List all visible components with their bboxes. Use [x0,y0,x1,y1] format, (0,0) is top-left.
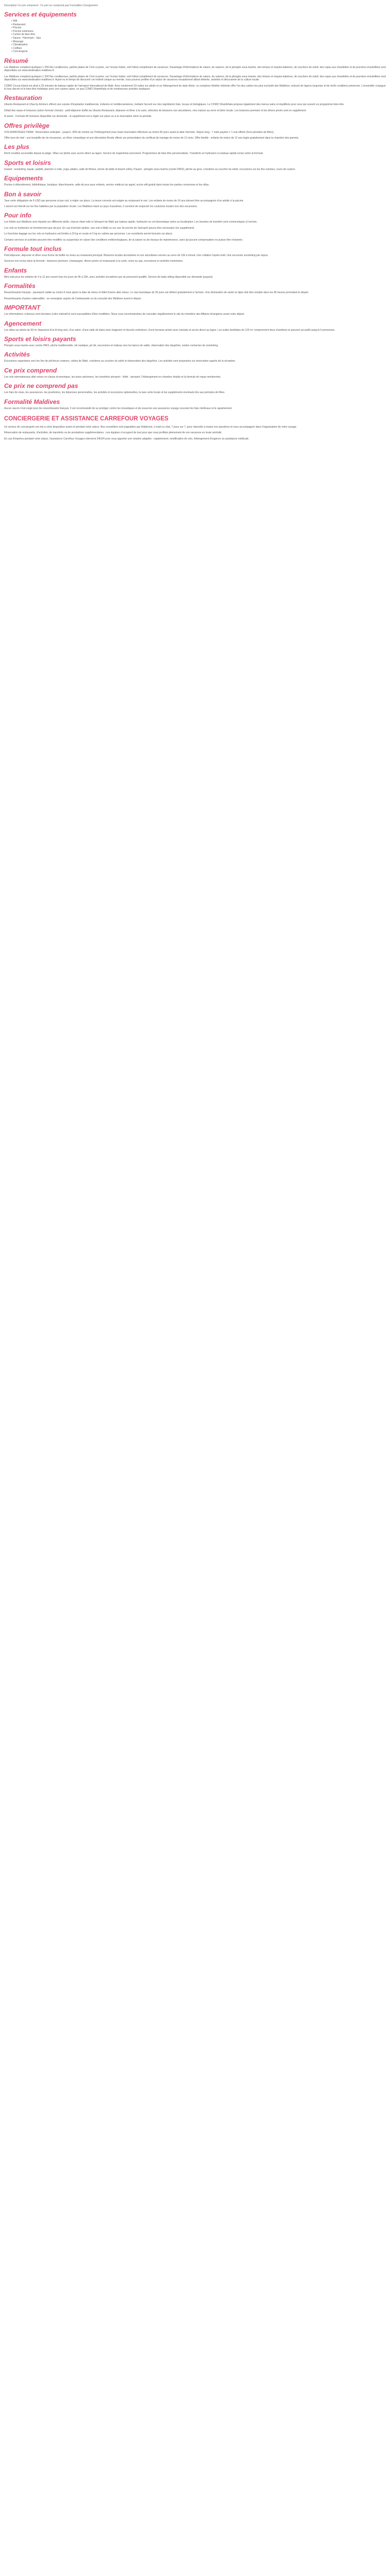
section-title: Activités [4,351,30,359]
paragraph: Plongée sous-marine avec centre PADI, pêche traditionnelle, ski nautique, jet ski, excursions en bateau vers les bancs de sable, observation des dauphins, sorties nocturnes de snorkeling. [4,344,219,347]
section-title: Offres privilège [4,122,50,129]
paragraph: Excursions organisées vers les îles de pêcheurs voisines, visites de Malé, croisières au coucher du soleil et observation des dauphins. Les activités sont proposées sur réservation auprès de la réception. [4,360,236,363]
paragraph: Les villas sur pilotis de 60 m² disposent d'un lit king size, d'un salon, d'une salle de bains avec baignoire et douche extérieure, d'une terrasse privée avec transats et accès direct au lagon. Les suites familiales de 120 m² comprennent deux chambres et peuvent accueillir jusqu'à 4 personnes. [4,328,335,332]
section-title: Ce prix comprend [4,366,57,374]
paragraph: Les hôtels aux Maldives sont répartis sur différents atolls, chacun étant relié à l'aéroport de Malé par bateau rapide, hydravion ou vol domestique selon sa localisation. Les horaires de transfert sont communiqués à l'arrivée. [4,221,257,224]
footer-paragraph: Un service de conciergerie est mis à votre disposition avant et pendant votre séjour. Nos conseillers sont joignables par téléphone, e-mail ou chat, 7 jours sur 7, pour répondre à toutes vos questions et vous accompagner dans l'organisation de votre voyage. [4,425,297,429]
section-title: Formalités [4,282,36,290]
paragraph: Ubuntu Restaurant et Ufaa by Amma's offrent une cuisine d'inspiration maldivienne, indienne et méditerranéenne, mettant l'accent sur des ingrédients frais, locaux et biologiques. Le COMO Shambhala propose également des menus sains et équilibrés pour ceux qui suivent un programme bien-être. [4,103,345,107]
section-title: Formalité Maldives [4,398,60,405]
section-title: Sports et loisirs payants [4,335,76,343]
section-formalites [4,282,387,300]
paragraph: Mini-club pour les enfants de 4 à 12 ans ouvert tous les jours de 9h à 18h, avec activités encadrées par du personnel qualifié. Service de baby-sitting disponible sur demande (payant). [4,275,214,279]
section-title: Résumé [4,57,28,64]
paragraph: Services non inclus dans la formule : boissons premium, champagne, dîners privés et restaurants à la carte, soins au spa, excursions et activités motorisées. [4,260,184,263]
section-title: Equipements [4,175,43,182]
section-bon [4,191,387,209]
paragraph: Les vols en hydravion ne fonctionnent que de jour. En cas d'arrivée tardive, une nuit à Malé ou sur une île proche de l'aéroport pourra être nécessaire (en supplément). [4,226,195,230]
section-title: Ce prix ne comprend pas [4,382,78,390]
paragraph: Les informations ci-dessus sont données à titre indicatif et sont susceptibles d'être modifiées. Nous vous recommandons de consulter régulièrement le site du ministère des Affaires étrangères avant votre départ. [4,313,245,316]
paragraph: Les vols internationaux aller-retour en classe économique, les taxes aériennes, les transferts aéroport - hôtel - aéroport, l'hébergement en chambre double et la formule de repas mentionnée. [4,375,221,379]
section-plus [4,143,387,155]
section-formule [4,245,387,263]
section-title: IMPORTANT [4,304,41,312]
paragraph: A savoir : Formule All Inclusive disponible sur demande - le supplément est à régler sur place ou à la réservation selon la période. [4,115,152,118]
paragraph: COMO Cocoa Island est situé à 25 minutes de bateau rapide de l'aéroport international de Malé. Avec seulement 33 suites sur pilotis et un hébergement de style dhoni, ce complexe hôtelier intimiste offre l'un des cadres les plus exclusifs des Maldives, entouré de lagons turquoise et de récifs coralliens préservés. L'ensemble conjugue le luxe discret et le bien-être holistique avec une cuisine saine, un spa COMO Shambhala et de nombreuses activités nautiques. [4,84,386,91]
section-title: Bon à savoir [4,190,42,198]
section-info [4,212,387,242]
paragraph: Les frais de visas, les assurances, les pourboires, les dépenses personnelles, les activités et excursions optionnelles, la taxe verte locale et les suppléments éventuels liés aux périodes de fêtes. [4,391,225,395]
section-equipements [4,175,387,187]
section-resume [4,57,387,91]
list-item: • Climatisation [11,43,387,47]
paragraph: Taxe verte obligatoire de 6 USD par personne et par nuit, à régler sur place. La tenue correcte est exigée au restaurant le soir. Les enfants de moins de 16 ans doivent être accompagnés d'un adulte à la piscine. [4,199,244,202]
paragraph: Les Maldives comptent quelques 1 200 îles coralliennes, parfois plates de 3 km à peine, sur l'océan Indien, soit l'idéal complément de vacances. Davantage d'informations de nature, de saisons, de la plongée sous-marine, des tortues et requins-baleines, de couchers de soleil, des repas aux chandelles et de journées ensoleillées sont disponibles sur www.destination-maldives.fr. [4,65,386,73]
section-title: Les plus [4,143,29,151]
list-item: • Massage [11,40,387,44]
section-malouines [4,398,387,410]
section-important [4,304,387,316]
section-title: Services et équipements [4,11,77,18]
paragraph: Les Maldives comptent quelques 1 200 îles coralliennes, parfois plates de 3 km à peine, sur l'océan Indien, soit l'idéal complément de vacances. Davantage d'informations de nature, de saisons, de la plongée sous-marine, des tortues et requins-baleines, de couchers de soleil, des repas aux chandelles et de journées ensoleillées sont disponibles sur www.destination-maldives.fr. Ayant eu le temps de découvrir cet endroit unique au monde, vous pourrez profiter d'un séjour de vacances exceptionnel alliant détente, activités et découverte de la culture locale. [4,75,386,82]
paragraph: L'alcool est interdit sur les îles habitées par la population locale. Les Maldives étant un pays musulman, il convient de respecter les coutumes locales lors des excursions. [4,205,198,209]
section-restauration [4,94,387,118]
list-item: • Centre de bien-être [11,33,387,37]
section-activites [4,351,387,363]
section-title: Enfants [4,266,27,274]
footer-paragraph: En cas d'imprévu pendant votre séjour, l'assistance Carrefour Voyages intervient 24h/24 pour vous apporter une solution adaptée : rapatriement, modification de vols, hébergement d'urgence ou assistance médicale. [4,437,250,440]
section-services [4,11,387,54]
list-item: • Piscine [11,26,387,30]
paragraph: Récif corallien accessible depuis la plage. Villas sur pilotis avec accès direct au lagon. Service de majordome personnel. Programmes de bien-être personnalisés. Transferts en hydravion ou bateau rapide inclus selon la formule. [4,152,264,156]
sections [4,11,387,410]
page [0,0,391,440]
section-title: Restauration [4,94,42,102]
section-title: Agencement [4,319,42,327]
paragraph: Petit-déjeuner, déjeuner et dîner sous forme de buffet ou menu au restaurant principal. Boissons locales alcoolisées et non alcoolisées servies au verre de 10h à minuit. Une collation l'après-midi. Une excursion snorkeling par séjour. [4,254,269,258]
bullet-list [11,20,387,54]
section-enfants [4,267,387,279]
list-item: • Coiffure [11,47,387,50]
paragraph: Ressortissants français : passeport valide au moins 6 mois après la date de retour et billet d'avion aller-retour. Le visa touristique de 30 jours est délivré gratuitement à l'arrivée. Une déclaration de santé en ligne doit être remplie dans les 96 heures précédant le départ. [4,291,309,295]
paragraph: Gratuit : snorkeling, kayak, paddle, planche à voile, yoga, pilates, salle de fitness, tennis de table et beach-volley. Payant : plongée sous-marine (centre PADI), pêche au gros, croisières au coucher du soleil, excursions sur les îles voisines, cours de cuisine. [4,167,296,171]
footer-title: CONCIERGERIE ET ASSISTANCE CARREFOUR VOYAGES [4,415,169,422]
paragraph: Aucun vaccin n'est exigé pour les ressortissants français. Il est recommandé de se protéger contre les moustiques et de souscrire une assurance voyage couvrant les frais médicaux et le rapatriement. [4,406,233,410]
section-sports2 [4,335,387,347]
list-item: • Piscine extérieure [11,30,387,33]
paragraph: Le franchise bagage sur les vols en hydravion est limitée à 20 kg en soute et 5 kg en cabine par personne. Les excédents seront facturés sur place. [4,232,173,236]
paragraph: Ressortissants d'autres nationalités : se renseigner auprès de l'ambassade ou du consulat des Maldives avant le départ. [4,297,142,300]
section-title: Pour info [4,212,31,219]
section-title: Sports et loisirs [4,159,51,166]
section-title: Formule tout inclus [4,245,62,253]
paragraph: Offre lune de miel : une bouteille de vin mousseux, un dîner romantique et une décoration florale offerts sur présentation du certificat de mariage de moins de 12 mois. Offre famille : enfants de moins de 12 ans logés gratuitement dans la chambre des parents. [4,137,299,140]
section-sports [4,159,387,171]
section-nocomprend [4,382,387,394]
paragraph: VOS AVANTAGES FRAM : Réservation anticipée - jusqu'à -30% de remise sur l'hébergement pour toute réservation effectuée au moins 60 jours avant la date d'arrivée. Séjour long - 7 nuits payées = 1 nuit offerte (hors périodes de fêtes). [4,130,274,134]
paragraph: Détail des repas et boissons (selon formule choisie) : petit-déjeuner buffet au Ubuntu Restaurant, déjeuner et dîner à la carte, sélection de boissons non alcoolisées, vins maison au verre et bière locale. Les boissons premium et les dîners privés sont en supplément. [4,109,307,112]
list-item: • Restaurant [11,23,387,27]
list-item: • Wifi [11,20,387,23]
paragraph: Piscine à débordement, bibliothèque, boutique, blanchisserie, salle de jeux pour enfants, service médical sur appel, accès wifi gratuit dans toutes les parties communes et les villas. [4,183,209,187]
section-offres [4,122,387,140]
header-line: Description Ce prix comprend : Ce prix ne comprend pas Formalités Consignment [4,4,98,7]
list-item: • Sauna - Hammam - Spa [11,37,387,40]
footer-paragraph: Réservation de restaurants, d'activités, de transferts ou de prestations supplémentaires : nos équipes s'occupent de tout pour que vous profitiez pleinement de vos vacances en toute sérénité. [4,431,222,435]
section-agencement [4,320,387,332]
section-comprend [4,367,387,379]
footer-paragraphs [4,426,387,440]
list-item: • Conciergerie [11,50,387,54]
paragraph: Certains services et activités peuvent être modifiés ou suspendus en raison des conditions météorologiques, de la saison ou de travaux de maintenance, sans qu'aucune compensation ne puisse être réclamée. [4,238,243,242]
